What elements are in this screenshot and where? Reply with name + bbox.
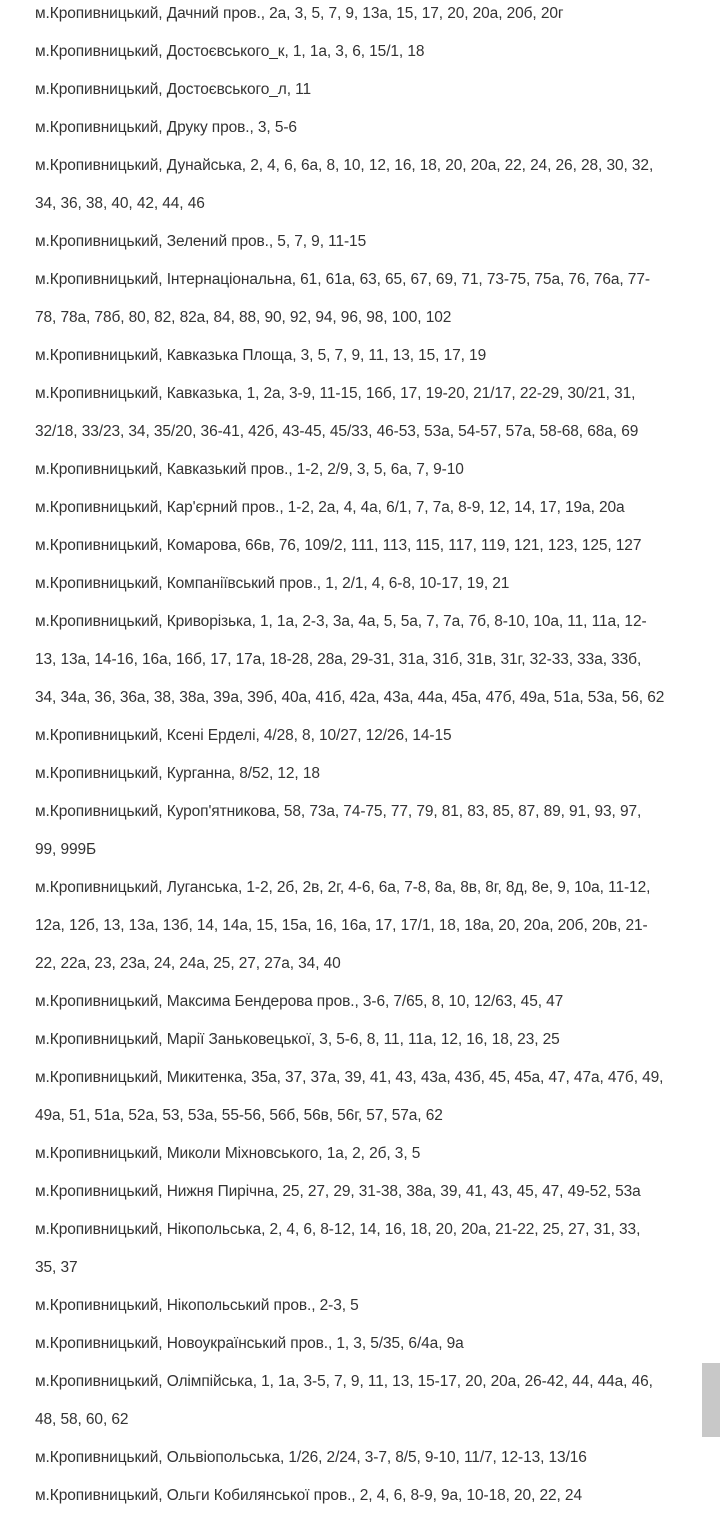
address-item: м.Кропивницький, Олімпійська, 1, 1а, 3-5, 7, 9, 11, 13, 15-17, 20, 20а, 26-42, 44, 44а, 46, 48, 58, 60, 62	[35, 1373, 653, 1428]
address-item: м.Кропивницький, Комарова, 66в, 76, 109/2, 111, 113, 115, 117, 119, 121, 123, 125, 127	[35, 537, 642, 554]
address-item: м.Кропивницький, Луганська, 1-2, 2б, 2в, 2г, 4-6, 6а, 7-8, 8а, 8в, 8г, 8д, 8е, 9, 10а, 11-12, 12а, 12б, 13, 13а, 13б, 14, 14а, 15, 15а, 16, 16а, 17, 17/1, 18, 18а, 20, 20а, 20б, 20в, 21-22, 22а, 23, 23а, 24, 24а, 25, 27, 27а, 34, 40	[35, 879, 651, 972]
address-item: м.Кропивницький, Інтернаціональна, 61, 61а, 63, 65, 67, 69, 71, 73-75, 75а, 76, 76а, 77-78, 78а, 78б, 80, 82, 82а, 84, 88, 90, 92, 94, 96, 98, 100, 102	[35, 271, 650, 326]
address-item: м.Кропивницький, Достоєвського_к, 1, 1а, 3, 6, 15/1, 18	[35, 43, 425, 60]
address-item: м.Кропивницький, Ольвіопольська, 1/26, 2/24, 3-7, 8/5, 9-10, 11/7, 12-13, 13/16	[35, 1449, 587, 1466]
address-item: м.Кропивницький, Дачний пров., 2а, 3, 5, 7, 9, 13а, 15, 17, 20, 20а, 20б, 20г	[35, 5, 564, 22]
scrollbar-thumb[interactable]	[702, 1363, 720, 1437]
address-item: м.Кропивницький, Зелений пров., 5, 7, 9, 11-15	[35, 233, 367, 250]
address-item: м.Кропивницький, Ольги Кобилянської пров., 2, 4, 6, 8-9, 9а, 10-18, 20, 22, 24	[35, 1487, 582, 1504]
address-item: м.Кропивницький, Марії Заньковецької, 3, 5-6, 8, 11, 11а, 12, 16, 18, 23, 25	[35, 1031, 560, 1048]
address-item: м.Кропивницький, Компаніївський пров., 1, 2/1, 4, 6-8, 10-17, 19, 21	[35, 575, 510, 592]
address-item: м.Кропивницький, Нікопольський пров., 2-3, 5	[35, 1297, 359, 1314]
address-list	[35, 0, 665, 1515]
address-item: м.Кропивницький, Дунайська, 2, 4, 6, 6а, 8, 10, 12, 16, 18, 20, 20а, 22, 24, 26, 28, 30, 32, 34, 36, 38, 40, 42, 44, 46	[35, 157, 654, 212]
address-item: м.Кропивницький, Друку пров., 3, 5-6	[35, 119, 297, 136]
address-item: м.Кропивницький, Новоукраїнський пров., 1, 3, 5/35, 6/4а, 9а	[35, 1335, 464, 1352]
address-item: м.Кропивницький, Миколи Міхновського, 1а, 2, 2б, 3, 5	[35, 1145, 421, 1162]
address-item: м.Кропивницький, Кавказький пров., 1-2, 2/9, 3, 5, 6а, 7, 9-10	[35, 461, 464, 478]
address-item: м.Кропивницький, Нікопольська, 2, 4, 6, 8-12, 14, 16, 18, 20, 20а, 21-22, 25, 27, 31, 33, 35, 37	[35, 1221, 641, 1276]
address-item: м.Кропивницький, Криворізька, 1, 1а, 2-3, 3а, 4а, 5, 5а, 7, 7а, 7б, 8-10, 10а, 11, 11а, 12-13, 13а, 14-16, 16а, 16б, 17, 17а, 18-28, 28а, 29-31, 31а, 31б, 31в, 31г, 32-33, 33а, 33б, 34, 34а, 36, 36а, 38, 38а, 39а, 39б, 40а, 41б, 42а, 43а, 44а, 45а, 47б, 49а, 51а, 53а, 56, 62	[35, 613, 665, 706]
address-item: м.Кропивницький, Куроп'ятникова, 58, 73а, 74-75, 77, 79, 81, 83, 85, 87, 89, 91, 93, 97, 99, 999Б	[35, 803, 642, 858]
address-item: м.Кропивницький, Кар'єрний пров., 1-2, 2а, 4, 4а, 6/1, 7, 7а, 8-9, 12, 14, 17, 19а, 20а	[35, 499, 625, 516]
address-item: м.Кропивницький, Кавказька Площа, 3, 5, 7, 9, 11, 13, 15, 17, 19	[35, 347, 487, 364]
address-item: м.Кропивницький, Курганна, 8/52, 12, 18	[35, 765, 320, 782]
address-item: м.Кропивницький, Достоєвського_л, 11	[35, 81, 312, 98]
address-item: м.Кропивницький, Кавказька, 1, 2а, 3-9, 11-15, 16б, 17, 19-20, 21/17, 22-29, 30/21, 31, 32/18, 33/23, 34, 35/20, 36-41, 42б, 43-45, 45/33, 46-53, 53а, 54-57, 57а, 58-68, 68а, 69	[35, 385, 639, 440]
address-item: м.Кропивницький, Максима Бендерова пров., 3-6, 7/65, 8, 10, 12/63, 45, 47	[35, 993, 564, 1010]
address-item: м.Кропивницький, Нижня Пирічна, 25, 27, 29, 31-38, 38а, 39, 41, 43, 45, 47, 49-52, 53а	[35, 1183, 641, 1200]
address-item: м.Кропивницький, Ксені Ерделі, 4/28, 8, 10/27, 12/26, 14-15	[35, 727, 452, 744]
address-item: м.Кропивницький, Микитенка, 35а, 37, 37а, 39, 41, 43, 43а, 43б, 45, 45а, 47, 47а, 47б, 49, 49а, 51, 51а, 52а, 53, 53а, 55-56, 56б, 56в, 56г, 57, 57а, 62	[35, 1069, 664, 1124]
